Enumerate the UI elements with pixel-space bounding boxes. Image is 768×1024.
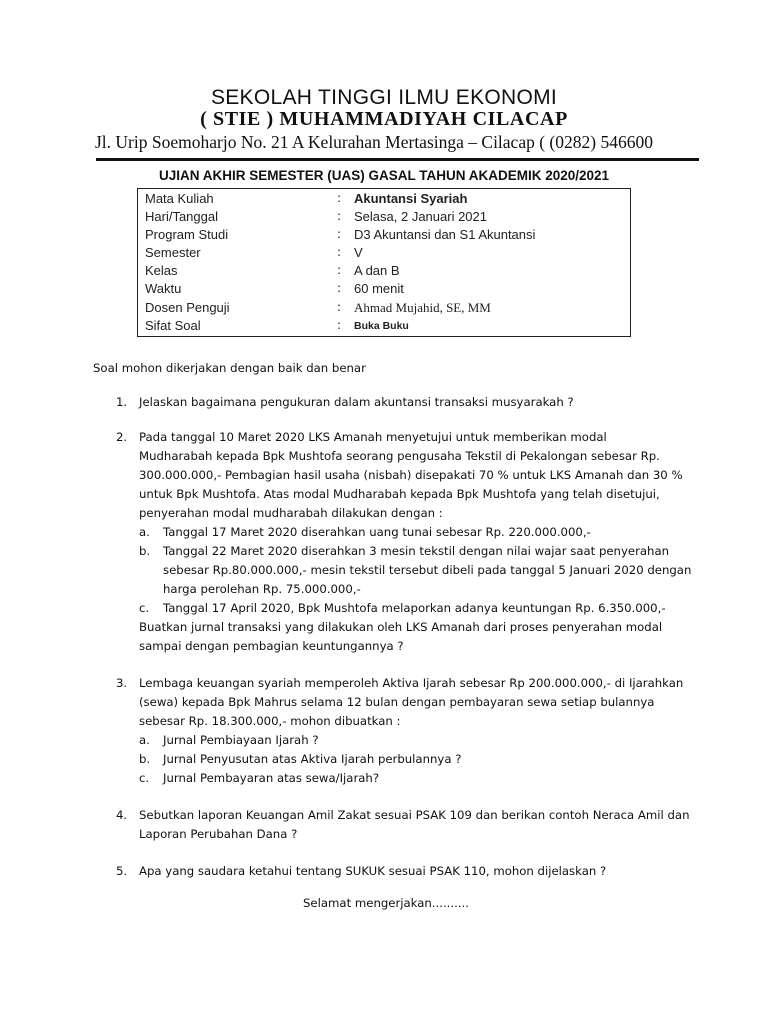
subitem-marker: c. (139, 601, 150, 615)
info-row-semester (138, 245, 630, 263)
info-label: Kelas (145, 263, 178, 278)
info-label: Program Studi (145, 227, 229, 242)
info-row-mata-kuliah (138, 191, 630, 209)
question-2-subitem-c: Tanggal 17 April 2020, Bpk Mushtofa melaporkan adanya keuntungan Rp. 6.350.000,- (163, 601, 666, 615)
info-value: D3 Akuntansi dan S1 Akuntansi (354, 227, 536, 242)
exam-title: UJIAN AKHIR SEMESTER (UAS) GASAL TAHUN AKADEMIK 2020/2021 (158, 168, 610, 183)
question-3-line: sebesar Rp. 18.300.000,- mohon dibuatkan : (139, 714, 401, 728)
info-colon: : (337, 318, 342, 332)
question-5-line: Apa yang saudara ketahui tentang SUKUK sesuai PSAK 110, mohon dijelaskan ? (139, 864, 607, 878)
info-label: Hari/Tanggal (145, 209, 218, 224)
info-value: 60 menit (354, 281, 404, 296)
closing-text: Selamat mengerjakan.......... (303, 896, 469, 910)
question-1-text: Jelaskan bagaimana pengukuran dalam akuntansi transaksi musyarakah ? (139, 395, 574, 409)
subitem-marker: a. (139, 733, 150, 747)
question-4-line: Laporan Perubahan Dana ? (139, 827, 298, 841)
info-value: Buka Buku (354, 320, 409, 332)
question-2-tail: sampai dengan pembagian keuntungannya ? (139, 639, 404, 653)
question-2-line: 300.000.000,- Pembagian hasil usaha (nisbah) disepakati 70 % untuk LKS Amanah dan 30 % (139, 468, 683, 482)
info-label: Semester (145, 245, 201, 260)
info-value: Selasa, 2 Januari 2021 (354, 209, 487, 224)
info-colon: : (337, 209, 342, 223)
info-label: Waktu (145, 281, 182, 296)
question-2-subitem-a: Tanggal 17 Maret 2020 diserahkan uang tunai sebesar Rp. 220.000.000,- (163, 525, 591, 539)
info-row-kelas (138, 263, 630, 281)
question-2-tail: Buatkan jurnal transaksi yang dilakukan oleh LKS Amanah dari proses penyerahan modal (139, 620, 663, 634)
info-label: Mata Kuliah (145, 191, 214, 206)
info-value: Ahmad Mujahid, SE, MM (354, 300, 491, 315)
question-2-subitem-b: harga perolehan Rp. 75.000.000,- (163, 582, 361, 596)
institution-title: SEKOLAH TINGGI ILMU EKONOMI (210, 86, 558, 109)
question-2-subitem-b: Tanggal 22 Maret 2020 diserahkan 3 mesin tekstil dengan nilai wajar saat penyerahan (163, 544, 670, 558)
info-label: Dosen Penguji (145, 300, 230, 315)
question-3-subitem-c: Jurnal Pembayaran atas sewa/Ijarah? (163, 771, 380, 785)
question-number: 4. (116, 808, 128, 822)
question-2-subitem-b: sebesar Rp.80.000.000,- mesin tekstil tersebut dibeli pada tanggal 5 Januari 2020 dengan (163, 563, 692, 577)
instruction-text: Soal mohon dikerjakan dengan baik dan benar (93, 361, 366, 375)
info-row-sifat-soal (138, 318, 630, 336)
question-2-line: penyerahan modal mudharabah dilakukan dengan : (139, 506, 443, 520)
info-row-dosen-penguji (138, 300, 630, 318)
question-number: 1. (116, 395, 128, 409)
subitem-marker: b. (139, 544, 151, 558)
info-row-program-studi (138, 227, 630, 245)
question-number: 2. (116, 430, 128, 444)
question-3-subitem-b: Jurnal Penyusutan atas Aktiva Ijarah perbulannya ? (163, 752, 462, 766)
question-3-line: Lembaga keuangan syariah memperoleh Aktiva Ijarah sebesar Rp 200.000.000,- di Ijarahkan (139, 676, 684, 690)
info-colon: : (337, 263, 342, 277)
subitem-marker: c. (139, 771, 150, 785)
info-value: Akuntansi Syariah (354, 191, 468, 206)
info-row-waktu (138, 281, 630, 299)
question-4-line: Sebutkan laporan Keuangan Amil Zakat sesuai PSAK 109 dan berikan contoh Neraca Amil dan (139, 808, 690, 822)
institution-address: Jl. Urip Soemoharjo No. 21 A Kelurahan Mertasinga – Cilacap ( (0282) 546600 (95, 132, 653, 152)
info-colon: : (337, 281, 342, 295)
info-row-hari-tanggal (138, 209, 630, 227)
question-2-line: untuk Bpk Mushtofa. Atas modal Mudharabah kepada Bpk Mushtofa yang telah disetujui, (139, 487, 660, 501)
question-3-subitem-a: Jurnal Pembiayaan Ijarah ? (163, 733, 319, 747)
question-2-line: Pada tanggal 10 Maret 2020 LKS Amanah menyetujui untuk memberikan modal (139, 430, 607, 444)
info-colon: : (337, 245, 342, 259)
info-colon: : (337, 300, 342, 314)
question-3-line: (sewa) kepada Bpk Mahrus selama 12 bulan dengan pembayaran sewa setiap bulannya (139, 695, 655, 709)
institution-name: ( STIE ) MUHAMMADIYAH CILACAP (200, 108, 568, 130)
subitem-marker: a. (139, 525, 150, 539)
exam-info-box (137, 188, 631, 337)
info-value: A dan B (354, 263, 400, 278)
info-label: Sifat Soal (145, 318, 201, 333)
question-2-line: Mudharabah kepada Bpk Mushtofa seorang pengusaha Tekstil di Pekalongan sebesar Rp. (139, 449, 660, 463)
info-colon: : (337, 227, 342, 241)
info-colon: : (337, 191, 342, 205)
question-number: 5. (116, 864, 128, 878)
subitem-marker: b. (139, 752, 151, 766)
question-number: 3. (116, 676, 128, 690)
header-divider (96, 158, 699, 161)
info-value: V (354, 245, 363, 260)
